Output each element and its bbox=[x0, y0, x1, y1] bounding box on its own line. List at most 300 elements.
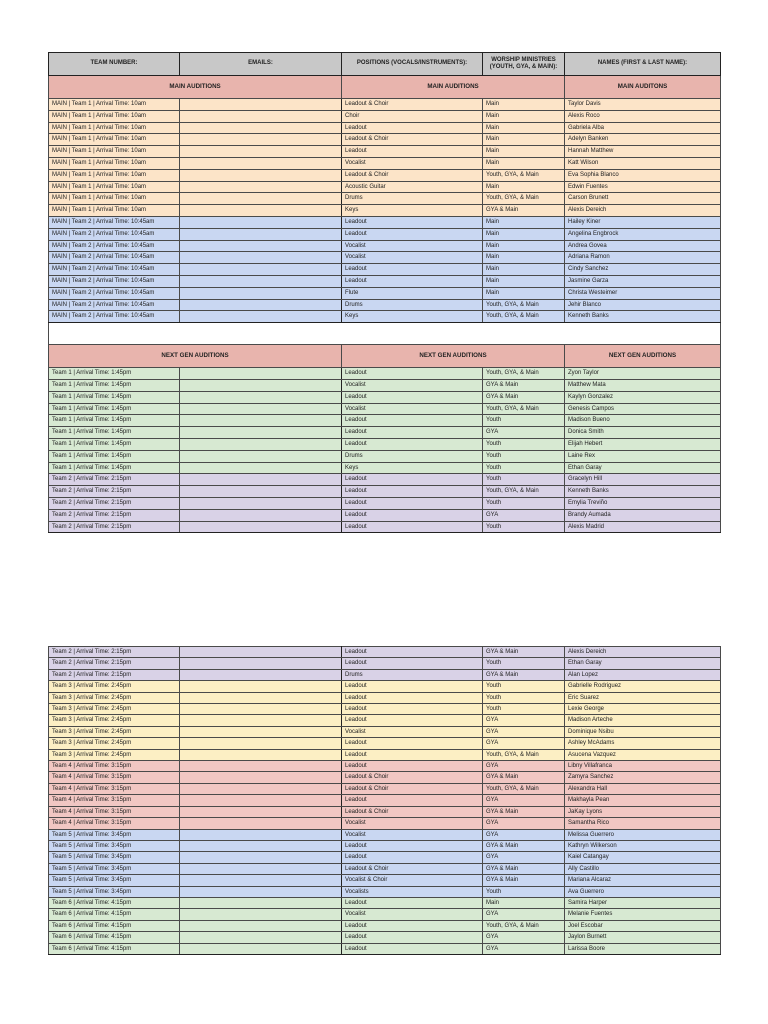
name-cell[interactable]: Kenneth Banks bbox=[565, 486, 721, 498]
team-cell[interactable]: MAIN | Team 1 | Arrival Time: 10am bbox=[49, 157, 180, 169]
email-cell[interactable] bbox=[180, 157, 342, 169]
name-cell[interactable]: Samantha Rico bbox=[565, 818, 721, 829]
email-cell[interactable] bbox=[180, 462, 342, 474]
email-cell[interactable] bbox=[180, 497, 342, 509]
team-cell[interactable]: Team 3 | Arrival Time: 2:45pm bbox=[49, 738, 180, 749]
ministry-cell[interactable]: Youth, GYA, & Main bbox=[483, 299, 565, 311]
name-cell[interactable]: Donica Smith bbox=[565, 427, 721, 439]
position-cell[interactable]: Vocalist bbox=[342, 726, 483, 737]
team-cell[interactable]: Team 4 | Arrival Time: 3:15pm bbox=[49, 806, 180, 817]
ministry-cell[interactable]: Youth bbox=[483, 462, 565, 474]
name-cell[interactable]: Edwin Fuentes bbox=[565, 181, 721, 193]
ministry-cell[interactable]: GYA & Main bbox=[483, 669, 565, 680]
team-cell[interactable]: MAIN | Team 2 | Arrival Time: 10:45am bbox=[49, 275, 180, 287]
ministry-cell[interactable]: Main bbox=[483, 275, 565, 287]
email-cell[interactable] bbox=[180, 795, 342, 806]
name-cell[interactable]: Asucena Vazquez bbox=[565, 749, 721, 760]
team-cell[interactable]: MAIN | Team 1 | Arrival Time: 10am bbox=[49, 134, 180, 146]
team-cell[interactable]: Team 1 | Arrival Time: 1:45pm bbox=[49, 391, 180, 403]
email-cell[interactable] bbox=[180, 252, 342, 264]
name-cell[interactable]: Alexis Dereich bbox=[565, 205, 721, 217]
email-cell[interactable] bbox=[180, 379, 342, 391]
position-cell[interactable]: Vocalist bbox=[342, 818, 483, 829]
position-cell[interactable]: Leadout & Choir bbox=[342, 863, 483, 874]
position-cell[interactable]: Leadout bbox=[342, 761, 483, 772]
name-cell[interactable]: Gabrielle Rodriguez bbox=[565, 681, 721, 692]
email-cell[interactable] bbox=[180, 840, 342, 851]
ministry-cell[interactable]: Main bbox=[483, 99, 565, 111]
team-cell[interactable]: MAIN | Team 1 | Arrival Time: 10am bbox=[49, 193, 180, 205]
ministry-cell[interactable]: GYA bbox=[483, 818, 565, 829]
ministry-cell[interactable]: Youth bbox=[483, 438, 565, 450]
email-cell[interactable] bbox=[180, 415, 342, 427]
ministry-cell[interactable]: Main bbox=[483, 181, 565, 193]
ministry-cell[interactable]: Main bbox=[483, 252, 565, 264]
ministry-cell[interactable]: Main bbox=[483, 134, 565, 146]
name-cell[interactable]: Melanie Fuentes bbox=[565, 909, 721, 920]
email-cell[interactable] bbox=[180, 852, 342, 863]
name-cell[interactable]: Alexis Dereich bbox=[565, 647, 721, 658]
email-cell[interactable] bbox=[180, 897, 342, 908]
position-cell[interactable]: Leadout bbox=[342, 920, 483, 931]
name-cell[interactable]: Kaiel Catangay bbox=[565, 852, 721, 863]
position-cell[interactable]: Vocalist bbox=[342, 829, 483, 840]
ministry-cell[interactable]: Youth, GYA, & Main bbox=[483, 486, 565, 498]
email-cell[interactable] bbox=[180, 772, 342, 783]
position-cell[interactable]: Leadout & Choir bbox=[342, 772, 483, 783]
position-cell[interactable]: Leadout bbox=[342, 795, 483, 806]
ministry-cell[interactable]: GYA bbox=[483, 427, 565, 439]
name-cell[interactable]: Taylor Davis bbox=[565, 99, 721, 111]
email-cell[interactable] bbox=[180, 818, 342, 829]
position-cell[interactable]: Leadout bbox=[342, 738, 483, 749]
email-cell[interactable] bbox=[180, 368, 342, 380]
position-cell[interactable]: Leadout bbox=[342, 228, 483, 240]
email-cell[interactable] bbox=[180, 146, 342, 158]
position-cell[interactable]: Leadout & Choir bbox=[342, 806, 483, 817]
ministry-cell[interactable]: Youth bbox=[483, 704, 565, 715]
position-cell[interactable]: Leadout bbox=[342, 932, 483, 943]
position-cell[interactable]: Leadout bbox=[342, 275, 483, 287]
ministry-cell[interactable]: GYA & Main bbox=[483, 863, 565, 874]
name-cell[interactable]: Libny Villafranca bbox=[565, 761, 721, 772]
team-cell[interactable]: MAIN | Team 2 | Arrival Time: 10:45am bbox=[49, 299, 180, 311]
name-cell[interactable]: Eric Suarez bbox=[565, 692, 721, 703]
email-cell[interactable] bbox=[180, 181, 342, 193]
email-cell[interactable] bbox=[180, 863, 342, 874]
name-cell[interactable]: Eva Sophia Blanco bbox=[565, 169, 721, 181]
ministry-cell[interactable]: Main bbox=[483, 146, 565, 158]
position-cell[interactable]: Leadout & Choir bbox=[342, 169, 483, 181]
email-cell[interactable] bbox=[180, 658, 342, 669]
name-cell[interactable]: Alexis Roco bbox=[565, 110, 721, 122]
name-cell[interactable]: Joel Escobar bbox=[565, 920, 721, 931]
ministry-cell[interactable]: Youth, GYA, & Main bbox=[483, 193, 565, 205]
team-cell[interactable]: Team 4 | Arrival Time: 3:15pm bbox=[49, 783, 180, 794]
ministry-cell[interactable]: Youth, GYA, & Main bbox=[483, 783, 565, 794]
team-cell[interactable]: Team 4 | Arrival Time: 3:15pm bbox=[49, 761, 180, 772]
team-cell[interactable]: Team 1 | Arrival Time: 1:45pm bbox=[49, 438, 180, 450]
ministry-cell[interactable]: GYA & Main bbox=[483, 806, 565, 817]
name-cell[interactable]: Jasmine Garza bbox=[565, 275, 721, 287]
position-cell[interactable]: Leadout bbox=[342, 521, 483, 533]
ministry-cell[interactable]: Main bbox=[483, 240, 565, 252]
team-cell[interactable]: Team 1 | Arrival Time: 1:45pm bbox=[49, 427, 180, 439]
email-cell[interactable] bbox=[180, 886, 342, 897]
team-cell[interactable]: Team 6 | Arrival Time: 4:15pm bbox=[49, 909, 180, 920]
position-cell[interactable]: Leadout bbox=[342, 692, 483, 703]
position-cell[interactable]: Leadout bbox=[342, 497, 483, 509]
email-cell[interactable] bbox=[180, 486, 342, 498]
position-cell[interactable]: Keys bbox=[342, 311, 483, 323]
ministry-cell[interactable]: GYA & Main bbox=[483, 379, 565, 391]
ministry-cell[interactable]: Youth bbox=[483, 415, 565, 427]
email-cell[interactable] bbox=[180, 909, 342, 920]
email-cell[interactable] bbox=[180, 669, 342, 680]
position-cell[interactable]: Vocalist bbox=[342, 157, 483, 169]
position-cell[interactable]: Leadout bbox=[342, 486, 483, 498]
email-cell[interactable] bbox=[180, 749, 342, 760]
team-cell[interactable]: Team 3 | Arrival Time: 2:45pm bbox=[49, 715, 180, 726]
team-cell[interactable]: Team 1 | Arrival Time: 1:45pm bbox=[49, 462, 180, 474]
ministry-cell[interactable]: GYA bbox=[483, 761, 565, 772]
team-cell[interactable]: Team 3 | Arrival Time: 2:45pm bbox=[49, 704, 180, 715]
name-cell[interactable]: Laine Rex bbox=[565, 450, 721, 462]
email-cell[interactable] bbox=[180, 287, 342, 299]
email-cell[interactable] bbox=[180, 264, 342, 276]
name-cell[interactable]: Lexie George bbox=[565, 704, 721, 715]
position-cell[interactable]: Leadout bbox=[342, 509, 483, 521]
email-cell[interactable] bbox=[180, 806, 342, 817]
email-cell[interactable] bbox=[180, 647, 342, 658]
email-cell[interactable] bbox=[180, 193, 342, 205]
email-cell[interactable] bbox=[180, 228, 342, 240]
ministry-cell[interactable]: Youth bbox=[483, 521, 565, 533]
name-cell[interactable]: Kenneth Banks bbox=[565, 311, 721, 323]
position-cell[interactable]: Drums bbox=[342, 669, 483, 680]
position-cell[interactable]: Leadout bbox=[342, 840, 483, 851]
team-cell[interactable]: Team 3 | Arrival Time: 2:45pm bbox=[49, 692, 180, 703]
position-cell[interactable]: Drums bbox=[342, 193, 483, 205]
ministry-cell[interactable]: Youth bbox=[483, 681, 565, 692]
position-cell[interactable]: Leadout bbox=[342, 216, 483, 228]
ministry-cell[interactable]: Main bbox=[483, 216, 565, 228]
position-cell[interactable]: Leadout bbox=[342, 391, 483, 403]
position-cell[interactable]: Leadout bbox=[342, 704, 483, 715]
email-cell[interactable] bbox=[180, 403, 342, 415]
ministry-cell[interactable]: Main bbox=[483, 287, 565, 299]
ministry-cell[interactable]: GYA & Main bbox=[483, 647, 565, 658]
position-cell[interactable]: Leadout bbox=[342, 852, 483, 863]
team-cell[interactable]: MAIN | Team 1 | Arrival Time: 10am bbox=[49, 146, 180, 158]
email-cell[interactable] bbox=[180, 692, 342, 703]
team-cell[interactable]: MAIN | Team 1 | Arrival Time: 10am bbox=[49, 181, 180, 193]
position-cell[interactable]: Flute bbox=[342, 287, 483, 299]
team-cell[interactable]: MAIN | Team 1 | Arrival Time: 10am bbox=[49, 169, 180, 181]
email-cell[interactable] bbox=[180, 681, 342, 692]
name-cell[interactable]: Hailey Kiner bbox=[565, 216, 721, 228]
team-cell[interactable]: Team 1 | Arrival Time: 1:45pm bbox=[49, 450, 180, 462]
ministry-cell[interactable]: Youth, GYA, & Main bbox=[483, 169, 565, 181]
position-cell[interactable]: Leadout bbox=[342, 897, 483, 908]
position-cell[interactable]: Leadout & Choir bbox=[342, 134, 483, 146]
team-cell[interactable]: MAIN | Team 1 | Arrival Time: 10am bbox=[49, 205, 180, 217]
team-cell[interactable]: Team 5 | Arrival Time: 3:45pm bbox=[49, 840, 180, 851]
email-cell[interactable] bbox=[180, 122, 342, 134]
position-cell[interactable]: Leadout bbox=[342, 943, 483, 954]
team-cell[interactable]: Team 1 | Arrival Time: 1:45pm bbox=[49, 379, 180, 391]
name-cell[interactable]: Jehir Blanco bbox=[565, 299, 721, 311]
team-cell[interactable]: Team 2 | Arrival Time: 2:15pm bbox=[49, 647, 180, 658]
name-cell[interactable]: Brandy Aumada bbox=[565, 509, 721, 521]
team-cell[interactable]: MAIN | Team 2 | Arrival Time: 10:45am bbox=[49, 311, 180, 323]
ministry-cell[interactable]: Youth, GYA, & Main bbox=[483, 749, 565, 760]
name-cell[interactable]: Melissa Guerrero bbox=[565, 829, 721, 840]
position-cell[interactable]: Vocalist & Choir bbox=[342, 875, 483, 886]
email-cell[interactable] bbox=[180, 169, 342, 181]
position-cell[interactable]: Vocalist bbox=[342, 403, 483, 415]
email-cell[interactable] bbox=[180, 761, 342, 772]
name-cell[interactable]: Andrea Govea bbox=[565, 240, 721, 252]
name-cell[interactable]: Mariana Alcaraz bbox=[565, 875, 721, 886]
team-cell[interactable]: Team 2 | Arrival Time: 2:15pm bbox=[49, 509, 180, 521]
team-cell[interactable]: Team 6 | Arrival Time: 4:15pm bbox=[49, 932, 180, 943]
ministry-cell[interactable]: Youth bbox=[483, 497, 565, 509]
name-cell[interactable]: JaKay Lyons bbox=[565, 806, 721, 817]
email-cell[interactable] bbox=[180, 205, 342, 217]
team-cell[interactable]: MAIN | Team 2 | Arrival Time: 10:45am bbox=[49, 264, 180, 276]
position-cell[interactable]: Leadout bbox=[342, 474, 483, 486]
position-cell[interactable]: Drums bbox=[342, 299, 483, 311]
email-cell[interactable] bbox=[180, 438, 342, 450]
email-cell[interactable] bbox=[180, 110, 342, 122]
ministry-cell[interactable]: GYA bbox=[483, 726, 565, 737]
name-cell[interactable]: Katt Wilson bbox=[565, 157, 721, 169]
position-cell[interactable]: Leadout bbox=[342, 647, 483, 658]
ministry-cell[interactable]: Youth, GYA, & Main bbox=[483, 920, 565, 931]
email-cell[interactable] bbox=[180, 783, 342, 794]
name-cell[interactable]: Genesis Campos bbox=[565, 403, 721, 415]
position-cell[interactable]: Leadout bbox=[342, 658, 483, 669]
name-cell[interactable]: Adelyn Banken bbox=[565, 134, 721, 146]
team-cell[interactable]: Team 3 | Arrival Time: 2:45pm bbox=[49, 726, 180, 737]
position-cell[interactable]: Drums bbox=[342, 450, 483, 462]
position-cell[interactable]: Leadout bbox=[342, 415, 483, 427]
team-cell[interactable]: MAIN | Team 1 | Arrival Time: 10am bbox=[49, 99, 180, 111]
email-cell[interactable] bbox=[180, 275, 342, 287]
name-cell[interactable]: Kaylyn Gonzalez bbox=[565, 391, 721, 403]
ministry-cell[interactable]: GYA & Main bbox=[483, 205, 565, 217]
email-cell[interactable] bbox=[180, 920, 342, 931]
team-cell[interactable]: Team 2 | Arrival Time: 2:15pm bbox=[49, 521, 180, 533]
ministry-cell[interactable]: GYA bbox=[483, 932, 565, 943]
email-cell[interactable] bbox=[180, 738, 342, 749]
email-cell[interactable] bbox=[180, 875, 342, 886]
ministry-cell[interactable]: Main bbox=[483, 110, 565, 122]
team-cell[interactable]: Team 4 | Arrival Time: 3:15pm bbox=[49, 818, 180, 829]
team-cell[interactable]: Team 4 | Arrival Time: 3:15pm bbox=[49, 772, 180, 783]
ministry-cell[interactable]: Youth bbox=[483, 886, 565, 897]
email-cell[interactable] bbox=[180, 943, 342, 954]
position-cell[interactable]: Leadout bbox=[342, 146, 483, 158]
ministry-cell[interactable]: GYA bbox=[483, 715, 565, 726]
ministry-cell[interactable]: Main bbox=[483, 897, 565, 908]
position-cell[interactable]: Vocalist bbox=[342, 909, 483, 920]
email-cell[interactable] bbox=[180, 240, 342, 252]
ministry-cell[interactable]: GYA bbox=[483, 829, 565, 840]
email-cell[interactable] bbox=[180, 391, 342, 403]
ministry-cell[interactable]: Youth, GYA, & Main bbox=[483, 368, 565, 380]
ministry-cell[interactable]: Youth, GYA, & Main bbox=[483, 403, 565, 415]
name-cell[interactable]: Samira Harper bbox=[565, 897, 721, 908]
name-cell[interactable]: Gabriela Alba bbox=[565, 122, 721, 134]
email-cell[interactable] bbox=[180, 829, 342, 840]
name-cell[interactable]: Makhayla Pean bbox=[565, 795, 721, 806]
ministry-cell[interactable]: Youth bbox=[483, 450, 565, 462]
position-cell[interactable]: Keys bbox=[342, 205, 483, 217]
team-cell[interactable]: Team 5 | Arrival Time: 3:45pm bbox=[49, 829, 180, 840]
team-cell[interactable]: MAIN | Team 1 | Arrival Time: 10am bbox=[49, 122, 180, 134]
position-cell[interactable]: Leadout bbox=[342, 681, 483, 692]
position-cell[interactable]: Leadout bbox=[342, 438, 483, 450]
email-cell[interactable] bbox=[180, 99, 342, 111]
team-cell[interactable]: Team 2 | Arrival Time: 2:15pm bbox=[49, 474, 180, 486]
team-cell[interactable]: Team 1 | Arrival Time: 1:45pm bbox=[49, 403, 180, 415]
email-cell[interactable] bbox=[180, 715, 342, 726]
position-cell[interactable]: Keys bbox=[342, 462, 483, 474]
name-cell[interactable]: Ava Guerrero bbox=[565, 886, 721, 897]
name-cell[interactable]: Dominique Nsibu bbox=[565, 726, 721, 737]
name-cell[interactable]: Jaylon Burnett bbox=[565, 932, 721, 943]
position-cell[interactable]: Leadout bbox=[342, 264, 483, 276]
name-cell[interactable]: Hannah Matthew bbox=[565, 146, 721, 158]
position-cell[interactable]: Leadout bbox=[342, 749, 483, 760]
team-cell[interactable]: Team 6 | Arrival Time: 4:15pm bbox=[49, 897, 180, 908]
team-cell[interactable]: MAIN | Team 2 | Arrival Time: 10:45am bbox=[49, 240, 180, 252]
ministry-cell[interactable]: GYA bbox=[483, 795, 565, 806]
name-cell[interactable]: Zamyra Sanchez bbox=[565, 772, 721, 783]
ministry-cell[interactable]: GYA bbox=[483, 852, 565, 863]
name-cell[interactable]: Emylia Treviño bbox=[565, 497, 721, 509]
team-cell[interactable]: MAIN | Team 2 | Arrival Time: 10:45am bbox=[49, 252, 180, 264]
position-cell[interactable]: Choir bbox=[342, 110, 483, 122]
name-cell[interactable]: Kathryn Wilkerson bbox=[565, 840, 721, 851]
ministry-cell[interactable]: Main bbox=[483, 122, 565, 134]
ministry-cell[interactable]: Main bbox=[483, 228, 565, 240]
ministry-cell[interactable]: GYA bbox=[483, 943, 565, 954]
name-cell[interactable]: Alexandra Hall bbox=[565, 783, 721, 794]
team-cell[interactable]: Team 3 | Arrival Time: 2:45pm bbox=[49, 681, 180, 692]
name-cell[interactable]: Ethan Garay bbox=[565, 462, 721, 474]
position-cell[interactable]: Leadout bbox=[342, 427, 483, 439]
email-cell[interactable] bbox=[180, 932, 342, 943]
team-cell[interactable]: Team 5 | Arrival Time: 3:45pm bbox=[49, 886, 180, 897]
ministry-cell[interactable]: Main bbox=[483, 157, 565, 169]
email-cell[interactable] bbox=[180, 311, 342, 323]
position-cell[interactable]: Leadout & Choir bbox=[342, 99, 483, 111]
team-cell[interactable]: MAIN | Team 2 | Arrival Time: 10:45am bbox=[49, 287, 180, 299]
email-cell[interactable] bbox=[180, 299, 342, 311]
name-cell[interactable]: Angelina Engbrock bbox=[565, 228, 721, 240]
team-cell[interactable]: MAIN | Team 2 | Arrival Time: 10:45am bbox=[49, 228, 180, 240]
name-cell[interactable]: Cindy Sanchez bbox=[565, 264, 721, 276]
email-cell[interactable] bbox=[180, 726, 342, 737]
ministry-cell[interactable]: GYA bbox=[483, 909, 565, 920]
name-cell[interactable]: Adriana Ramon bbox=[565, 252, 721, 264]
name-cell[interactable]: Larissa Boore bbox=[565, 943, 721, 954]
team-cell[interactable]: Team 6 | Arrival Time: 4:15pm bbox=[49, 943, 180, 954]
email-cell[interactable] bbox=[180, 521, 342, 533]
email-cell[interactable] bbox=[180, 450, 342, 462]
position-cell[interactable]: Vocalist bbox=[342, 252, 483, 264]
position-cell[interactable]: Vocalist bbox=[342, 379, 483, 391]
email-cell[interactable] bbox=[180, 474, 342, 486]
ministry-cell[interactable]: Youth bbox=[483, 658, 565, 669]
email-cell[interactable] bbox=[180, 509, 342, 521]
team-cell[interactable]: Team 1 | Arrival Time: 1:45pm bbox=[49, 415, 180, 427]
email-cell[interactable] bbox=[180, 216, 342, 228]
team-cell[interactable]: Team 1 | Arrival Time: 1:45pm bbox=[49, 368, 180, 380]
ministry-cell[interactable]: GYA & Main bbox=[483, 391, 565, 403]
ministry-cell[interactable]: GYA bbox=[483, 509, 565, 521]
name-cell[interactable]: Ethan Garay bbox=[565, 658, 721, 669]
position-cell[interactable]: Leadout bbox=[342, 368, 483, 380]
name-cell[interactable]: Ashley McAdams bbox=[565, 738, 721, 749]
position-cell[interactable]: Acoustic Guitar bbox=[342, 181, 483, 193]
email-cell[interactable] bbox=[180, 704, 342, 715]
ministry-cell[interactable]: GYA & Main bbox=[483, 840, 565, 851]
name-cell[interactable]: Alexis Madrid bbox=[565, 521, 721, 533]
name-cell[interactable]: Madison Bueno bbox=[565, 415, 721, 427]
ministry-cell[interactable]: GYA & Main bbox=[483, 772, 565, 783]
name-cell[interactable]: Christa Westeimer bbox=[565, 287, 721, 299]
position-cell[interactable]: Leadout bbox=[342, 715, 483, 726]
position-cell[interactable]: Vocalists bbox=[342, 886, 483, 897]
team-cell[interactable]: Team 5 | Arrival Time: 3:45pm bbox=[49, 863, 180, 874]
name-cell[interactable]: Ally Castillo bbox=[565, 863, 721, 874]
name-cell[interactable]: Matthew Mata bbox=[565, 379, 721, 391]
team-cell[interactable]: MAIN | Team 2 | Arrival Time: 10:45am bbox=[49, 216, 180, 228]
email-cell[interactable] bbox=[180, 134, 342, 146]
name-cell[interactable]: Madison Arteche bbox=[565, 715, 721, 726]
team-cell[interactable]: Team 5 | Arrival Time: 3:45pm bbox=[49, 875, 180, 886]
ministry-cell[interactable]: Youth bbox=[483, 474, 565, 486]
ministry-cell[interactable]: GYA bbox=[483, 738, 565, 749]
team-cell[interactable]: Team 6 | Arrival Time: 4:15pm bbox=[49, 920, 180, 931]
team-cell[interactable]: Team 2 | Arrival Time: 2:15pm bbox=[49, 497, 180, 509]
position-cell[interactable]: Vocalist bbox=[342, 240, 483, 252]
team-cell[interactable]: Team 3 | Arrival Time: 2:45pm bbox=[49, 749, 180, 760]
ministry-cell[interactable]: Youth, GYA, & Main bbox=[483, 311, 565, 323]
position-cell[interactable]: Leadout & Choir bbox=[342, 783, 483, 794]
name-cell[interactable]: Elijah Hebert bbox=[565, 438, 721, 450]
name-cell[interactable]: Zyon Taylor bbox=[565, 368, 721, 380]
team-cell[interactable]: Team 5 | Arrival Time: 3:45pm bbox=[49, 852, 180, 863]
team-cell[interactable]: Team 2 | Arrival Time: 2:15pm bbox=[49, 669, 180, 680]
name-cell[interactable]: Gracelyn Hill bbox=[565, 474, 721, 486]
name-cell[interactable]: Carson Brunett bbox=[565, 193, 721, 205]
ministry-cell[interactable]: GYA & Main bbox=[483, 875, 565, 886]
name-cell[interactable]: Alan Lopez bbox=[565, 669, 721, 680]
email-cell[interactable] bbox=[180, 427, 342, 439]
ministry-cell[interactable]: Youth bbox=[483, 692, 565, 703]
team-cell[interactable]: Team 2 | Arrival Time: 2:15pm bbox=[49, 486, 180, 498]
position-cell[interactable]: Leadout bbox=[342, 122, 483, 134]
team-cell[interactable]: Team 4 | Arrival Time: 3:15pm bbox=[49, 795, 180, 806]
team-cell[interactable]: MAIN | Team 1 | Arrival Time: 10am bbox=[49, 110, 180, 122]
team-cell[interactable]: Team 2 | Arrival Time: 2:15pm bbox=[49, 658, 180, 669]
ministry-cell[interactable]: Main bbox=[483, 264, 565, 276]
